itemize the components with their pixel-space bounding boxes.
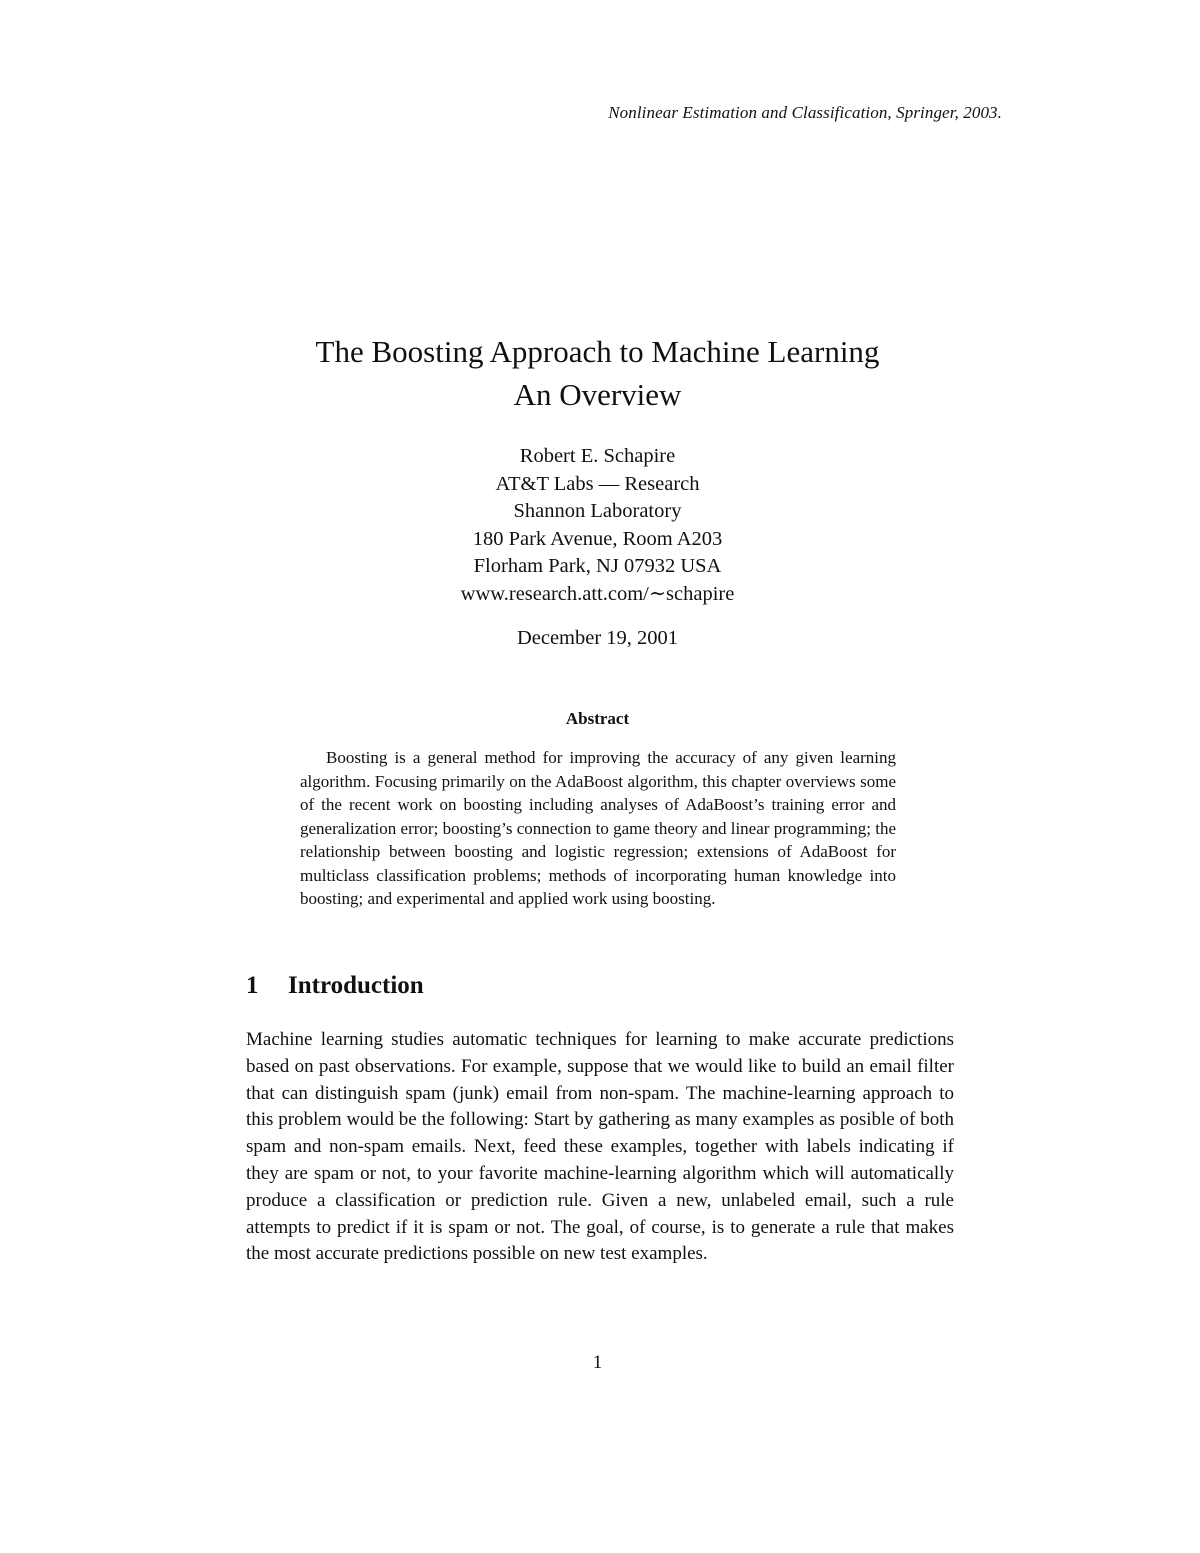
- author-name: Robert E. Schapire: [519, 445, 676, 467]
- section-heading-introduction: [246, 972, 424, 1000]
- author-city-address: Florham Park, NJ 07932 USA: [473, 555, 722, 577]
- abstract-heading: Abstract: [565, 709, 630, 728]
- author-street-address: 180 Park Avenue, Room A203: [472, 527, 723, 550]
- author-laboratory: Shannon Laboratory: [513, 500, 682, 522]
- section-number: 1: [246, 972, 259, 999]
- author-website: www.research.att.com/∼schapire: [460, 582, 735, 605]
- page-number: 1: [592, 1352, 603, 1373]
- introduction-paragraph: Machine learning studies automatic techniques for learning to make accurate predictions based on past observations. For example, suppose that we would like to build an email filter that can distinguish spam (junk) email from non-spam. The machine-learning approach to this problem would be the following: Start by gathering as many examples as posible of both spam and non-spam emails. Next, feed these examples, together with labels indicating if they are spam or not, to your favorite machine-learning algorithm which will automatically produce a classification or prediction rule. Given a new, unlabeled email, such a rule attempts to predict if it is spam or not. The goal, of course, is to generate a rule that makes the most accurate predictions possible on new test examples.: [246, 1029, 954, 1265]
- author-block: [0, 443, 1195, 608]
- author-organization: AT&T Labs — Research: [495, 472, 700, 495]
- title-line-subtitle: An Overview: [513, 377, 682, 412]
- running-header: Nonlinear Estimation and Classification, Springer, 2003.: [608, 103, 1002, 122]
- abstract-text: Boosting is a general method for improving the accuracy of any given learning algorithm. Focusing primarily on the AdaBoost algorithm, this chapter overviews some of the recent work on boosting including analyses of AdaBoost’s training error and generalization error; boosting’s connection to game theory and linear programming; the relationship between boosting and logistic regression; extensions of AdaBoost for multiclass classification problems; methods of incorporating human knowledge into boosting; and experimental and applied work using boosting.: [300, 748, 896, 908]
- title-line-main: The Boosting Approach to Machine Learning: [315, 334, 880, 369]
- paper-title: [0, 330, 1195, 416]
- section-title: Introduction: [288, 972, 424, 999]
- paper-date: December 19, 2001: [516, 627, 679, 649]
